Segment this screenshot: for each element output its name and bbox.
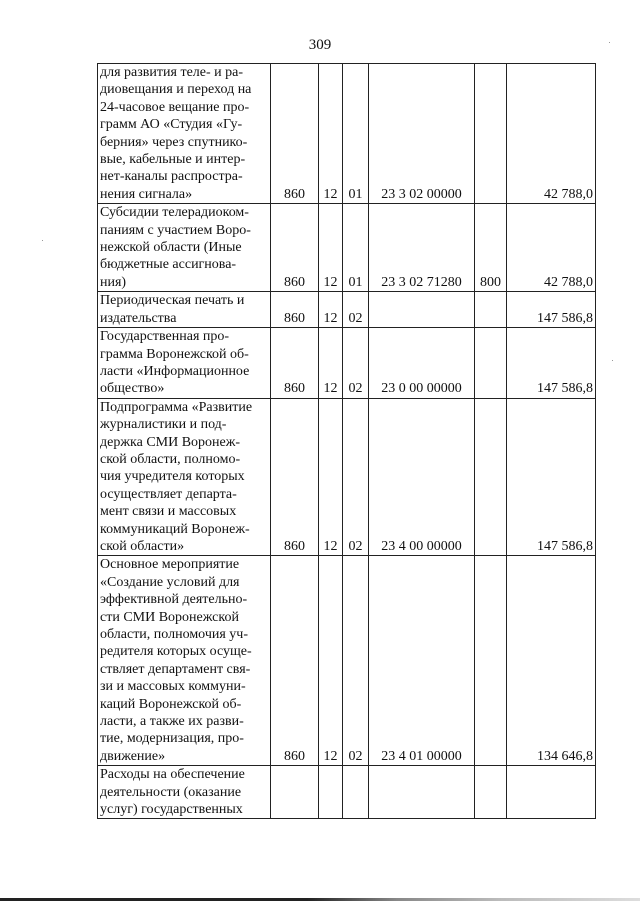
row-target-code-cell: 23 4 00 00000 — [369, 398, 475, 556]
row-admin-code-cell: 860 — [271, 328, 319, 399]
table-row — [98, 292, 596, 328]
table-row — [98, 398, 596, 556]
table-row — [98, 64, 596, 204]
row-section-cell: 12 — [319, 64, 343, 204]
row-amount-cell: 42 788,0 — [507, 204, 596, 292]
row-name-cell: Государственная про- грамма Воронежской об- ласти «Информационное общество» — [98, 328, 271, 399]
row-subsection-cell: 01 — [343, 64, 369, 204]
row-admin-code-cell — [271, 766, 319, 819]
row-amount-cell: 147 586,8 — [507, 292, 596, 328]
row-expense-type-cell — [475, 766, 507, 819]
page-number: 309 — [308, 37, 332, 53]
scan-speck — [612, 360, 613, 361]
row-name-cell: Субсидии телерадиоком- паниям с участием Воро- нежской области (Иные бюджетные ассигнова- ния) — [98, 204, 271, 292]
row-subsection-cell — [343, 766, 369, 819]
row-expense-type-cell — [475, 556, 507, 766]
row-expense-type-cell: 800 — [475, 204, 507, 292]
scan-edge-line — [0, 898, 640, 901]
row-name-cell: для развития теле- и ра- диовещания и переход на 24-часовое вещание про- грамм АО «Студия «Гу- берния» через спутнико- вые, кабельные и интер- нет-каналы распростра- нения сигнала» — [98, 64, 271, 204]
row-admin-code-cell: 860 — [271, 204, 319, 292]
scan-speck — [42, 240, 43, 241]
row-amount-cell — [507, 766, 596, 819]
row-target-code-cell — [369, 292, 475, 328]
row-subsection-cell: 02 — [343, 398, 369, 556]
row-target-code-cell: 23 4 01 00000 — [369, 556, 475, 766]
row-target-code-cell: 23 3 02 00000 — [369, 64, 475, 204]
row-name-cell: Расходы на обеспечение деятельности (оказание услуг) государственных — [98, 766, 271, 819]
row-name-cell: Периодическая печать и издательства — [98, 292, 271, 328]
scan-speck — [609, 42, 610, 43]
row-name-cell: Подпрограмма «Развитие журналистики и под- держка СМИ Воронеж- ской области, полномо- чия учредителя которых осуществляет департа- мент связи и массовых коммуникаций Воронеж- ской области» — [98, 398, 271, 556]
row-subsection-cell: 02 — [343, 328, 369, 399]
row-admin-code-cell: 860 — [271, 398, 319, 556]
row-section-cell: 12 — [319, 292, 343, 328]
row-amount-cell: 147 586,8 — [507, 398, 596, 556]
row-subsection-cell: 02 — [343, 292, 369, 328]
row-expense-type-cell — [475, 328, 507, 399]
row-amount-cell: 147 586,8 — [507, 328, 596, 399]
row-admin-code-cell: 860 — [271, 292, 319, 328]
row-expense-type-cell — [475, 64, 507, 204]
row-expense-type-cell — [475, 398, 507, 556]
budget-table — [97, 63, 596, 819]
row-subsection-cell: 01 — [343, 204, 369, 292]
row-target-code-cell — [369, 766, 475, 819]
table-row — [98, 204, 596, 292]
row-section-cell: 12 — [319, 204, 343, 292]
row-subsection-cell: 02 — [343, 556, 369, 766]
row-section-cell — [319, 766, 343, 819]
table-row — [98, 556, 596, 766]
row-amount-cell: 42 788,0 — [507, 64, 596, 204]
row-section-cell: 12 — [319, 398, 343, 556]
budget-table-body — [98, 64, 596, 819]
row-name-cell: Основное мероприятие «Создание условий для эффективной деятельно- сти СМИ Воронежской области, полномочия уч- редителя которых осуще- ствляет департамент свя- зи и массовых коммуни- каций Воронежской об- ласти, а также их разви- тие, модернизация, про- движение» — [98, 556, 271, 766]
row-admin-code-cell: 860 — [271, 64, 319, 204]
table-row — [98, 766, 596, 819]
row-section-cell: 12 — [319, 328, 343, 399]
row-section-cell: 12 — [319, 556, 343, 766]
row-target-code-cell: 23 3 02 71280 — [369, 204, 475, 292]
row-amount-cell: 134 646,8 — [507, 556, 596, 766]
row-admin-code-cell: 860 — [271, 556, 319, 766]
table-row — [98, 328, 596, 399]
row-target-code-cell: 23 0 00 00000 — [369, 328, 475, 399]
row-expense-type-cell — [475, 292, 507, 328]
